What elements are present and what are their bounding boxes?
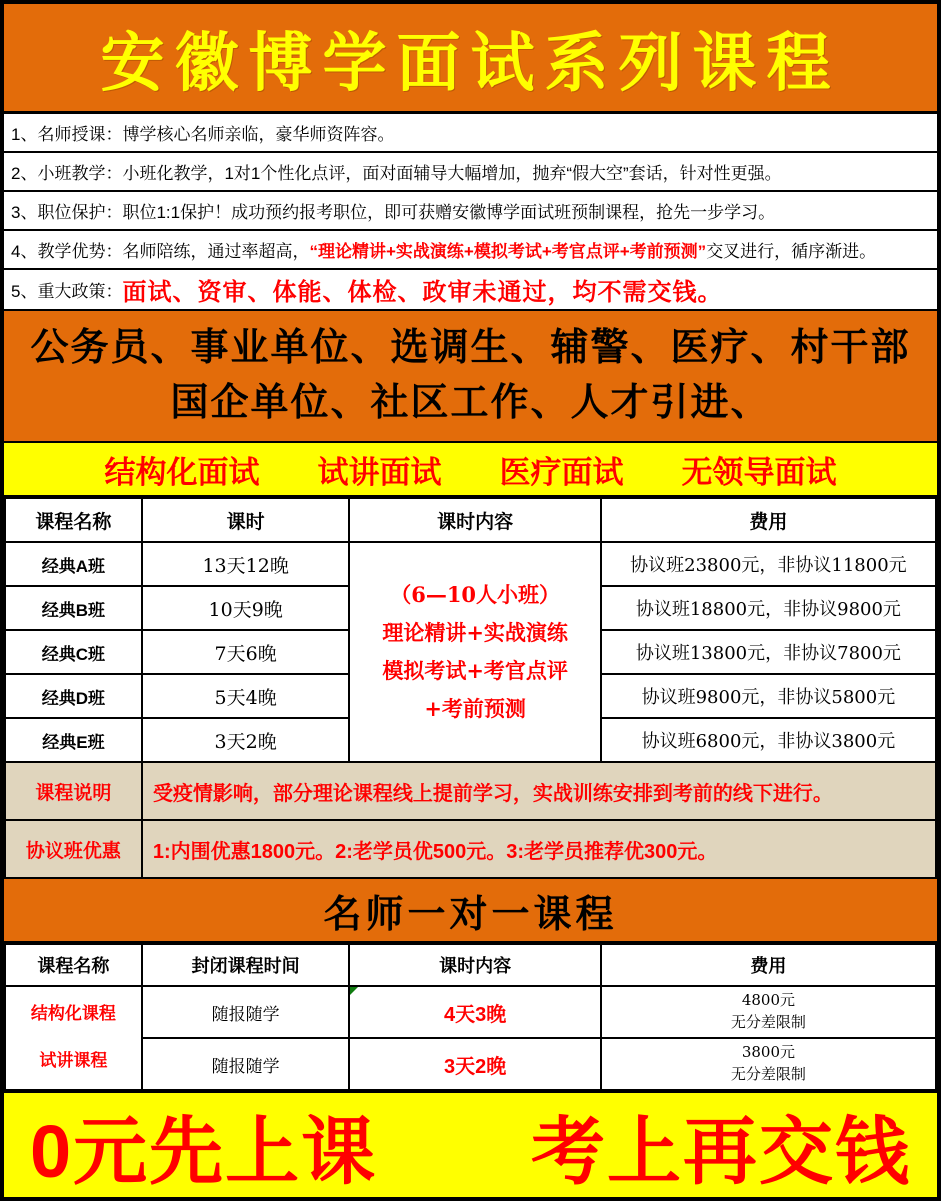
interview-type: 无领导面试 xyxy=(681,454,837,490)
fee-note: 无分差限制 xyxy=(730,1013,806,1031)
feature-item-4 xyxy=(4,231,937,270)
interview-types-band xyxy=(4,443,937,497)
course-duration xyxy=(349,986,600,1038)
content-line: （6—10人小班） xyxy=(390,582,561,608)
course-name: 结构化课程 xyxy=(30,1004,116,1024)
fee-note: 无分差限制 xyxy=(730,1065,806,1083)
one-on-one-title: 名师一对一课程 xyxy=(323,893,618,936)
feature-text: 1、名师授课：博学核心名师亲临，豪华师资阵容。 xyxy=(11,125,395,144)
fee-amount: 4800元 xyxy=(741,991,795,1010)
column-header-name: 课程名称 xyxy=(5,498,142,542)
content-line: +考前预测 xyxy=(424,695,526,721)
course-duration xyxy=(349,1038,600,1090)
audience-line-2: 国企单位、社区工作、人才引进、 xyxy=(170,382,771,424)
duration-text: 3天2晚 xyxy=(444,1055,507,1078)
poster-title: 安徽博学面试系列课程 xyxy=(100,25,841,101)
interview-type: 结构化面试 xyxy=(104,454,260,490)
feature-item-5 xyxy=(4,270,937,311)
course-fee: 协议班9800元，非协议5800元 xyxy=(601,674,936,718)
audience-band xyxy=(4,311,937,443)
feature-text: 2、小班教学：小班化教学，1对1个性化点评，面对面辅导大幅增加，抛弃“假大空”套话，针对性更强。 xyxy=(11,164,782,183)
course-name: 经典E班 xyxy=(5,718,142,762)
fee-amount: 3800元 xyxy=(741,1043,795,1062)
course-table xyxy=(4,497,937,879)
feature-highlight: “理论精讲+实战演练+模拟考试+考官点评+考前预测” xyxy=(309,242,707,261)
course-name: 经典B班 xyxy=(5,586,142,630)
one-on-one-header-row xyxy=(5,944,936,986)
feature-item-1 xyxy=(4,114,937,153)
feature-item-3 xyxy=(4,192,937,231)
interview-type: 试讲面试 xyxy=(317,454,442,490)
column-header-hours: 课时 xyxy=(142,498,350,542)
course-content-cell xyxy=(349,542,600,762)
content-line: 理论精讲+实战演练 xyxy=(382,620,568,646)
note-label: 协议班优惠 xyxy=(5,820,142,878)
course-fee xyxy=(601,986,936,1038)
discount-note-row xyxy=(5,820,936,878)
course-duration: 3天2晚 xyxy=(142,718,350,762)
interview-type: 医疗面试 xyxy=(499,454,624,490)
audience-line-1: 公务员、事业单位、选调生、辅警、医疗、村干部 xyxy=(30,326,911,369)
duration-text: 4天3晚 xyxy=(444,1003,507,1026)
table-row xyxy=(5,986,936,1038)
column-header-fee: 费用 xyxy=(601,498,936,542)
course-name: 试讲课程 xyxy=(39,1051,108,1070)
feature-highlight: 面试、资审、体能、体检、政审未通过，均不需交钱。 xyxy=(122,277,723,306)
table-row xyxy=(5,1038,936,1090)
course-duration: 13天12晚 xyxy=(142,542,350,586)
one-on-one-course-names xyxy=(5,986,142,1090)
column-header-fee: 费用 xyxy=(601,944,936,986)
note-label: 课程说明 xyxy=(5,762,142,820)
course-name: 经典D班 xyxy=(5,674,142,718)
course-fee: 协议班18800元，非协议9800元 xyxy=(601,586,936,630)
course-fee xyxy=(601,1038,936,1090)
course-duration: 5天4晚 xyxy=(142,674,350,718)
course-table-header-row xyxy=(5,498,936,542)
feature-text: 交叉进行，循序渐进。 xyxy=(706,242,877,261)
column-header-content: 课时内容 xyxy=(349,498,600,542)
table-row xyxy=(5,542,936,586)
course-duration: 10天9晚 xyxy=(142,586,350,630)
one-on-one-table xyxy=(4,943,937,1091)
footer-slogan-banner xyxy=(4,1091,937,1199)
course-name: 经典C班 xyxy=(5,630,142,674)
slogan-left: 0元先上课 xyxy=(30,1110,378,1193)
course-name: 经典A班 xyxy=(5,542,142,586)
course-note-row xyxy=(5,762,936,820)
feature-item-2 xyxy=(4,153,937,192)
feature-text: 5、重大政策： xyxy=(11,282,123,301)
one-on-one-banner xyxy=(4,879,937,943)
feature-text: 3、职位保护：职位1:1保护！成功预约报考职位，即可获赠安徽博学面试班预制课程，抢先一步学习。 xyxy=(11,203,776,222)
cell-comment-marker-icon xyxy=(350,987,358,995)
course-fee: 协议班13800元，非协议7800元 xyxy=(601,630,936,674)
column-header-schedule: 封闭课程时间 xyxy=(142,944,350,986)
header-banner xyxy=(4,4,937,114)
content-line: 模拟考试+考官点评 xyxy=(382,658,568,683)
slogan-right: 考上再交钱 xyxy=(531,1110,911,1193)
note-text: 1:内围优惠1800元。2:老学员优500元。3:老学员推荐优300元。 xyxy=(142,820,936,878)
feature-text: 4、教学优势：名师陪练，通过率超高， xyxy=(11,242,310,261)
course-fee: 协议班6800元，非协议3800元 xyxy=(601,718,936,762)
course-schedule: 随报随学 xyxy=(142,1038,350,1090)
feature-list xyxy=(4,114,937,311)
column-header-content: 课时内容 xyxy=(349,944,600,986)
course-schedule: 随报随学 xyxy=(142,986,350,1038)
note-text: 受疫情影响，部分理论课程线上提前学习，实战训练安排到考前的线下进行。 xyxy=(142,762,936,820)
column-header-name: 课程名称 xyxy=(5,944,142,986)
course-fee: 协议班23800元，非协议11800元 xyxy=(601,542,936,586)
course-duration: 7天6晚 xyxy=(142,630,350,674)
